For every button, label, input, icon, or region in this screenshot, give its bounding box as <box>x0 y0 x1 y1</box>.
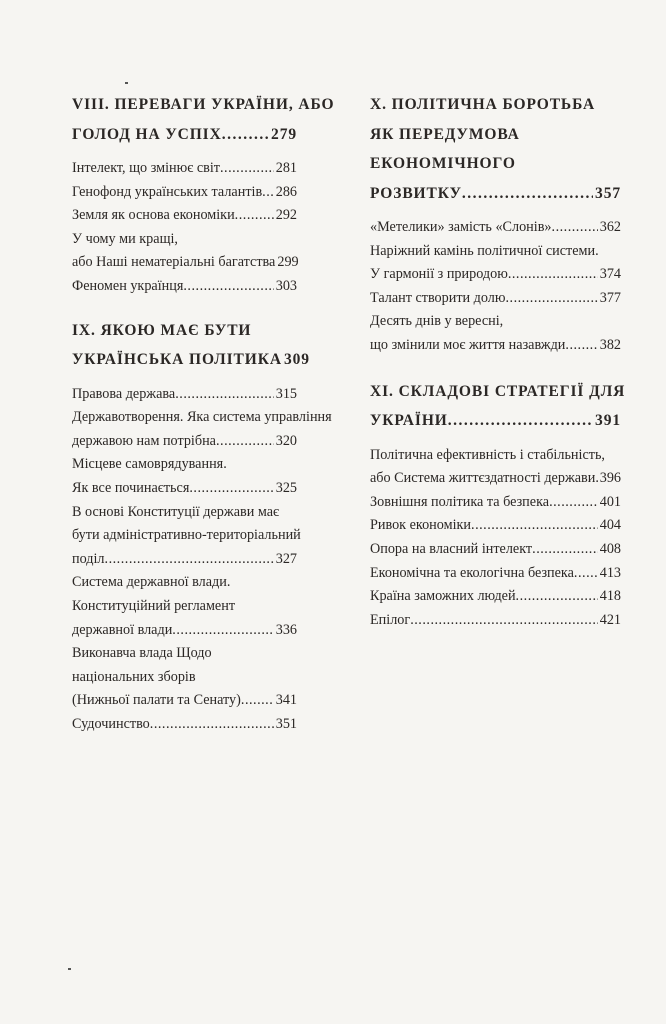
toc-entry[interactable] <box>370 310 621 334</box>
toc-entry[interactable] <box>72 477 297 501</box>
entry-text: Десять днів у вересні, <box>370 313 504 330</box>
entry-text: В основі Конституції держави має <box>72 503 280 520</box>
section-heading-line[interactable] <box>72 345 310 375</box>
entry-text: Ривок економіки <box>370 517 472 534</box>
toc-entry[interactable] <box>72 157 297 181</box>
entry-text: Опора на власний інтелект <box>370 540 533 557</box>
toc-entry[interactable] <box>370 216 621 240</box>
page-number: 408 <box>599 540 621 557</box>
page-number: 362 <box>599 219 621 235</box>
entry-text: державної влади <box>72 621 173 638</box>
page-number: 404 <box>599 517 621 534</box>
entry-text: Конституційний регламент <box>72 597 236 614</box>
toc-entry[interactable] <box>72 713 297 737</box>
toc-entry[interactable] <box>72 228 297 252</box>
toc-entry[interactable] <box>72 689 297 713</box>
section-heading-line[interactable] <box>370 149 621 179</box>
toc-entry[interactable] <box>72 548 297 572</box>
heading-text: VIII. ПЕРЕВАГИ УКРАЇНИ, АБО <box>72 96 335 113</box>
dot-leader <box>262 181 274 205</box>
heading-text: X. ПОЛІТИЧНА БОРОТЬБА <box>370 96 596 113</box>
page-number: 421 <box>599 611 621 628</box>
heading-text: ГОЛОД НА УСПІХ <box>72 125 222 143</box>
heading-text: ЕКОНОМІЧНОГО <box>370 155 516 172</box>
toc-entry[interactable] <box>370 562 621 586</box>
toc-entry[interactable] <box>72 642 297 666</box>
toc-entry[interactable] <box>72 666 297 690</box>
section-heading-line[interactable] <box>72 316 297 346</box>
entry-text: Земля як основа економіки <box>72 207 235 224</box>
dot-leader <box>565 334 597 358</box>
page-number: 382 <box>599 336 621 353</box>
entry-text: (Нижньої палати та Сенату) <box>72 692 241 709</box>
dot-leader <box>175 383 274 407</box>
spacer <box>72 375 297 383</box>
entry-text: «Метелики» замість «Слонів» <box>370 219 552 235</box>
entry-text: або Наші нематеріальні багатства <box>72 254 276 271</box>
dot-leader <box>222 120 269 150</box>
toc-entry[interactable] <box>370 444 621 468</box>
toc-entry[interactable] <box>370 240 621 264</box>
page-number: 315 <box>275 385 297 402</box>
entry-text: бути адміністративно-територіальний <box>72 527 301 544</box>
toc-entry[interactable] <box>72 501 297 525</box>
scan-mark <box>68 968 71 970</box>
toc-section <box>72 90 335 299</box>
dot-leader <box>189 477 273 501</box>
page-number: 357 <box>595 184 621 202</box>
dot-leader <box>172 619 273 643</box>
heading-text: УКРАЇНИ <box>370 412 448 430</box>
toc-entry[interactable] <box>370 609 621 633</box>
scan-mark <box>125 82 128 84</box>
entry-text: Виконавча влада Щодо <box>72 645 212 662</box>
toc-entry[interactable] <box>370 467 621 491</box>
entry-text: Інтелект, що змінює світ <box>72 160 220 176</box>
toc-section <box>72 316 332 737</box>
page-number: 320 <box>275 432 297 449</box>
entry-text: Генофонд українських талантів <box>72 183 263 200</box>
entry-text: Правова держава <box>72 385 176 402</box>
toc-entry[interactable] <box>72 430 297 454</box>
page-number: 341 <box>275 692 297 709</box>
dot-leader <box>549 491 598 515</box>
page-number: 401 <box>599 493 621 510</box>
dot-leader <box>516 585 598 609</box>
entry-text: Наріжний камінь політичної системи. <box>370 242 599 259</box>
page-number: 377 <box>599 289 621 306</box>
dot-leader <box>216 430 274 454</box>
dot-leader <box>220 157 274 181</box>
heading-text: IX. ЯКОЮ МАЄ БУТИ <box>72 321 252 339</box>
toc-entry[interactable] <box>72 275 297 299</box>
entry-text: Країна заможних людей <box>370 588 516 605</box>
toc-entry[interactable] <box>72 383 297 407</box>
entry-text: Економічна та екологічна безпека <box>370 564 574 581</box>
page-number: 418 <box>599 588 621 605</box>
entry-text: національних зборів <box>72 668 196 685</box>
page-number: 279 <box>271 125 297 143</box>
dot-leader <box>150 713 274 737</box>
dot-leader <box>505 287 597 311</box>
page-number: 327 <box>275 550 297 567</box>
entry-text: Епілог <box>370 611 411 628</box>
dot-leader <box>241 689 274 713</box>
entry-text: Феномен українця <box>72 277 184 294</box>
toc-entry[interactable] <box>72 406 332 430</box>
page-number: 303 <box>275 277 297 294</box>
toc-section <box>370 90 621 358</box>
page-number: 396 <box>599 470 621 487</box>
page-number: 351 <box>275 715 297 732</box>
toc-entry[interactable] <box>370 263 621 287</box>
entry-text: державою нам потрібна <box>72 432 216 449</box>
toc-entry[interactable] <box>72 251 297 275</box>
toc-entry[interactable] <box>72 595 297 619</box>
section-heading-line[interactable] <box>370 120 621 150</box>
toc-entry[interactable] <box>370 334 621 358</box>
dot-leader <box>448 406 593 436</box>
dot-leader <box>235 204 274 228</box>
entry-text: Як все починається <box>72 479 190 496</box>
entry-text: Політична ефективність і стабільність, <box>370 446 605 463</box>
page-number: 374 <box>599 266 621 283</box>
toc-entry[interactable] <box>370 585 621 609</box>
page-number: 336 <box>275 621 297 638</box>
entry-text: або Система життєздатності держави <box>370 470 596 487</box>
toc-entry[interactable] <box>370 514 621 538</box>
entry-text: поділ <box>72 550 105 567</box>
entry-text: Зовнішня політика та безпека <box>370 493 550 510</box>
dot-leader <box>532 538 598 562</box>
section-heading-line[interactable] <box>72 90 335 120</box>
entry-text: Місцеве самоврядування. <box>72 456 227 473</box>
toc-entry[interactable] <box>72 204 297 228</box>
dot-leader <box>471 514 598 538</box>
toc-entry[interactable] <box>72 453 297 477</box>
entry-text: Державотворення. Яка система управління <box>72 409 332 426</box>
toc-entry[interactable] <box>72 181 297 205</box>
toc-section <box>370 377 626 633</box>
toc-entry[interactable] <box>72 571 297 595</box>
spacer <box>370 208 621 216</box>
dot-leader <box>552 216 598 240</box>
entry-text: Система державної влади. <box>72 574 231 591</box>
toc-left-column <box>72 90 335 736</box>
dot-leader <box>105 548 274 572</box>
entry-text: Талант створити долю <box>370 289 506 306</box>
section-heading-line[interactable] <box>370 377 626 407</box>
toc-right-column <box>370 90 626 632</box>
page-number: 281 <box>275 160 297 176</box>
toc-entry[interactable] <box>370 287 621 311</box>
toc-entry[interactable] <box>72 619 297 643</box>
entry-text: що змінили моє життя назавжди <box>370 336 566 353</box>
dot-leader <box>183 275 273 299</box>
page-number: 286 <box>275 183 297 200</box>
page-number: 299 <box>277 254 299 271</box>
entry-text: Судочинство <box>72 715 150 732</box>
heading-text: XI. СКЛАДОВІ СТРАТЕГІЇ ДЛЯ <box>370 382 626 400</box>
spacer <box>72 149 297 157</box>
dot-leader <box>462 179 593 209</box>
toc-entry[interactable] <box>72 524 301 548</box>
heading-text: РОЗВИТКУ <box>370 184 462 202</box>
dot-leader <box>508 263 598 287</box>
section-heading-line[interactable] <box>370 90 621 120</box>
section-heading-line[interactable] <box>72 120 297 150</box>
toc-entry[interactable] <box>370 491 621 515</box>
page-number: 325 <box>275 479 297 496</box>
page-number: 413 <box>599 564 621 581</box>
section-heading-line[interactable] <box>370 179 621 209</box>
entry-text: У чому ми кращі, <box>72 230 178 247</box>
toc-entry[interactable] <box>370 538 621 562</box>
spacer <box>370 436 621 444</box>
page-number: 292 <box>275 207 297 224</box>
heading-text: УКРАЇНСЬКА ПОЛІТИКА <box>72 351 282 369</box>
heading-text: ЯК ПЕРЕДУМОВА <box>370 125 520 143</box>
dot-leader <box>410 609 598 633</box>
section-heading-line[interactable] <box>370 406 621 436</box>
page-number: 309 <box>283 351 310 369</box>
entry-text: У гармонії з природою <box>370 266 508 283</box>
dot-leader <box>574 562 598 586</box>
page-number: 391 <box>595 412 621 430</box>
